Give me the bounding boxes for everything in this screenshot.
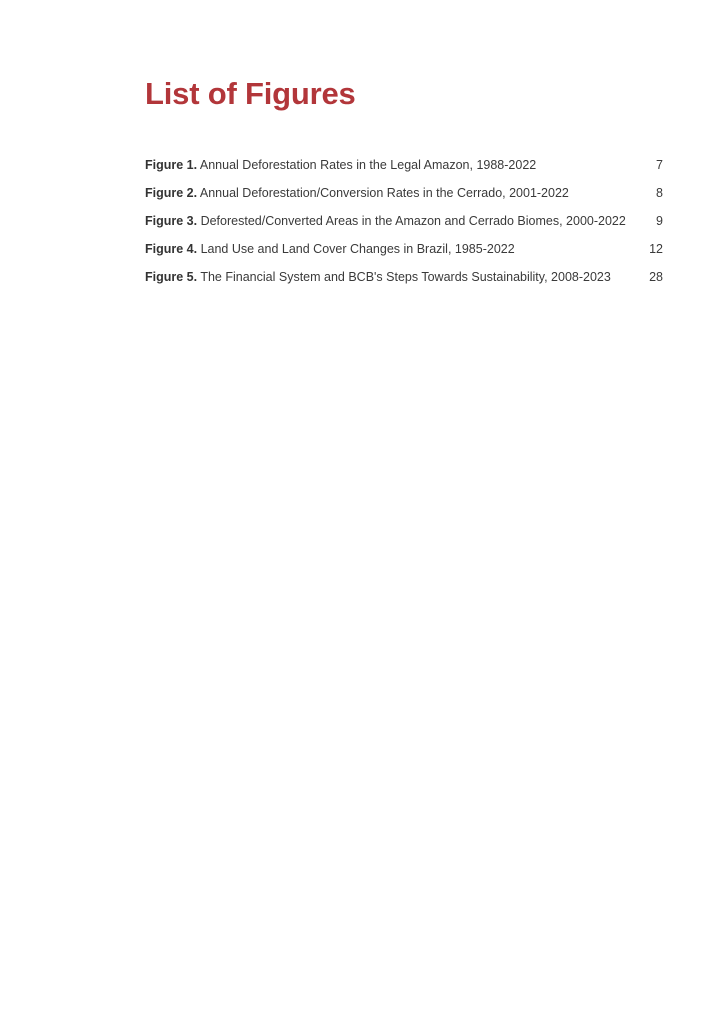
- figure-entry-text: [145, 239, 515, 259]
- figure-entry-text: [145, 183, 569, 203]
- figure-entry-1[interactable]: [145, 155, 663, 183]
- figure-label: Figure 4.: [145, 242, 198, 256]
- figure-label: Figure 5.: [145, 270, 198, 284]
- figure-label: Figure 2.: [145, 186, 198, 200]
- figure-list: [145, 155, 663, 295]
- figure-entry-4[interactable]: [145, 239, 663, 267]
- figure-entry-text: [145, 211, 626, 231]
- figure-entry-5[interactable]: [145, 267, 663, 295]
- figure-page-number: 9: [656, 214, 663, 228]
- figure-title: Annual Deforestation Rates in the Legal Amazon, 1988-2022: [199, 158, 537, 172]
- figure-page-number: 7: [656, 158, 663, 172]
- figure-label: Figure 1.: [145, 158, 198, 172]
- figure-entry-text: [145, 267, 611, 287]
- figure-page-number: 28: [649, 270, 663, 284]
- page-title: List of Figures: [145, 76, 356, 111]
- figure-title: Land Use and Land Cover Changes in Brazil, 1985-2022: [200, 242, 515, 256]
- figure-page-number: 8: [656, 186, 663, 200]
- figure-title: The Financial System and BCB's Steps Towards Sustainability, 2008-2023: [200, 270, 611, 284]
- figure-entry-2[interactable]: [145, 183, 663, 211]
- figure-title: Annual Deforestation/Conversion Rates in the Cerrado, 2001-2022: [199, 186, 569, 200]
- figure-label: Figure 3.: [145, 214, 198, 228]
- figure-entry-text: [145, 155, 536, 175]
- figure-entry-3[interactable]: [145, 211, 663, 239]
- figure-page-number: 12: [649, 242, 663, 256]
- figure-title: Deforested/Converted Areas in the Amazon and Cerrado Biomes, 2000-2022: [200, 214, 626, 228]
